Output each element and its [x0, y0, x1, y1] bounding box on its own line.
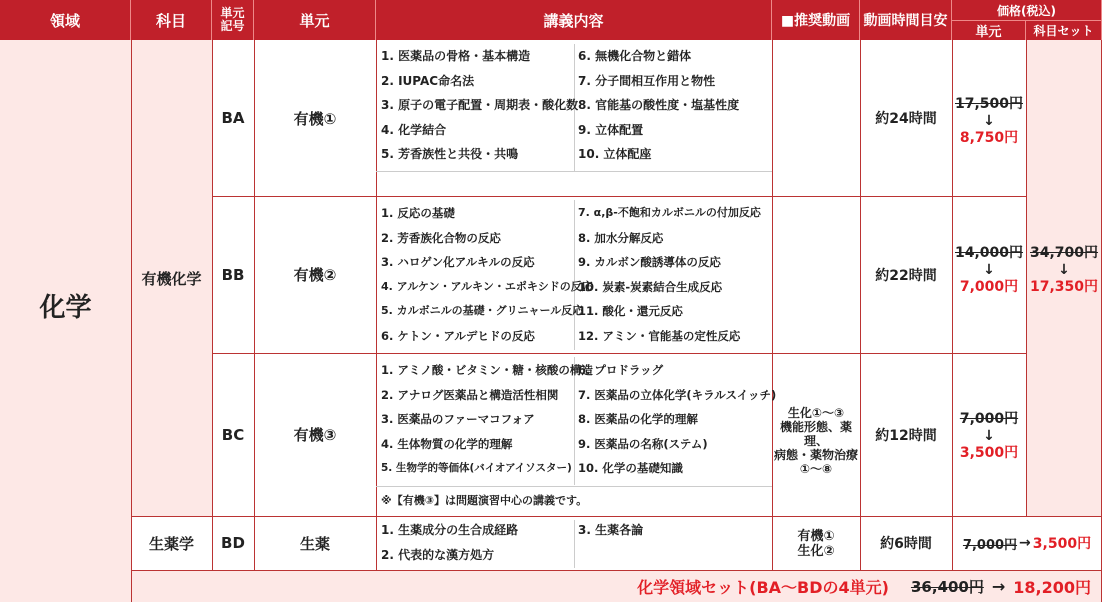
original-price: 14,000円 [954, 245, 1024, 261]
lecture-item: 11. 酸化・還元反応 [578, 304, 683, 319]
header-time: 動画時間目安 [860, 0, 952, 40]
lecture-item: 8. 加水分解反応 [578, 230, 664, 245]
rec-item: 生化② [797, 544, 835, 559]
lecture-list-left [381, 44, 578, 167]
video-time: 約22時間 [875, 267, 937, 284]
divider [574, 520, 575, 568]
arrow-down-icon: ↓ [983, 428, 995, 444]
lecture-item: 8. 官能基の酸性度・塩基性度 [578, 98, 740, 113]
lecture-list-left [381, 201, 593, 349]
footer-sale-price: 18,200円 [1013, 577, 1091, 597]
lecture-item: 2. アナログ医薬品と構造活性相関 [381, 387, 559, 402]
lecture-list-right [578, 518, 643, 543]
lecture-item: 10. 立体配座 [578, 147, 652, 162]
sale-price: 3,500円 [1032, 536, 1092, 552]
lecture-item: 3. 原子の電子配置・周期表・酸化数 [381, 98, 579, 113]
header-area: 領域 [0, 0, 131, 40]
header-subject: 科目 [131, 0, 212, 40]
lecture-item: 4. アルケン・アルキン・エポキシドの反応 [381, 279, 593, 293]
rec-item: 生化①～③ [787, 406, 845, 420]
lecture-list-right [578, 358, 776, 481]
lecture-item: 4. 化学結合 [381, 122, 447, 137]
sale-price: 3,500円 [959, 445, 1019, 461]
lecture-item: 2. 代表的な漢方処方 [381, 547, 495, 562]
lecture-item: 6. ケトン・アルデヒドの反応 [381, 328, 535, 343]
unit-code: BB [221, 265, 245, 284]
lecture-item: 2. 芳香族化合物の反応 [381, 230, 501, 245]
subject-pharmacognosy: 生薬学 [148, 534, 194, 553]
lecture-list-left [381, 518, 518, 567]
sale-price: 8,750円 [959, 130, 1019, 146]
unit-code: BA [221, 109, 245, 127]
recommended-videos [772, 529, 860, 559]
video-time: 約24時間 [875, 111, 937, 127]
unit-name: 有機③ [293, 426, 337, 444]
header-content: 講義内容 [376, 0, 772, 40]
lecture-item: 7. 医薬品の立体化学(キラルスイッチ) [578, 387, 777, 402]
footer-label: 化学領域セット(BA～BDの4単元) [637, 577, 889, 597]
footer-original-price: 36,400円 [910, 577, 984, 596]
lecture-item: 12. アミン・官能基の定性反応 [578, 328, 741, 343]
subject-organic: 有機化学 [141, 269, 202, 288]
rec-item: ①～⑧ [799, 462, 833, 476]
arrow-right-icon: → [991, 576, 1006, 596]
header-price-set: 科目セット [1026, 21, 1102, 40]
arrow-right-icon: → [1019, 535, 1031, 551]
lecture-item: 5. 生物学的等価体(バイオアイソスター) [381, 462, 572, 475]
lecture-item: 9. カルボン酸誘導体の反応 [578, 255, 721, 270]
unit-name: 生薬 [299, 534, 330, 553]
unit-name: 有機① [293, 109, 337, 128]
lecture-item: 9. 医薬品の名称(ステム) [578, 436, 708, 451]
bd-price [952, 516, 1102, 570]
rec-item: 病態・薬物治療 [773, 448, 858, 462]
original-price: 7,000円 [962, 537, 1018, 553]
lecture-list-right [578, 201, 761, 349]
lecture-item: 3. 医薬品のファーマコフォア [381, 412, 535, 427]
footer-set [131, 570, 1091, 602]
unit-price [952, 96, 1026, 147]
arrow-down-icon: ↓ [983, 262, 995, 278]
unit-price [952, 245, 1026, 296]
lecture-item: 6. 無機化合物と錯体 [578, 49, 692, 63]
unit-code: BC [221, 425, 245, 444]
lecture-item: 3. 生薬各論 [578, 523, 644, 537]
rec-item: 機能形態、薬理、 [779, 420, 852, 448]
lecture-item: 10. 化学の基礎知識 [578, 461, 683, 476]
recommended-videos [772, 406, 860, 476]
lecture-item: 4. 生体物質の化学的理解 [381, 436, 513, 451]
lecture-item: 1. 反応の基礎 [381, 206, 455, 220]
divider [376, 486, 772, 487]
header-price-unit: 単元 [952, 21, 1026, 40]
lecture-item: 2. IUPAC命名法 [381, 73, 475, 88]
arrow-down-icon: ↓ [1058, 262, 1070, 278]
lecture-item: 3. ハロゲン化アルキルの反応 [381, 255, 535, 270]
original-price: 17,500円 [954, 96, 1024, 112]
set-sale-price: 17,350円 [1029, 279, 1099, 295]
lecture-item: 8. 医薬品の化学的理解 [578, 412, 698, 427]
header-code: 単元 記号 [212, 0, 254, 40]
original-price: 7,000円 [959, 411, 1019, 427]
video-time: 約12時間 [875, 427, 937, 444]
area-label: 化学 [39, 292, 92, 323]
header-price: 価格(税込) [952, 0, 1102, 21]
lecture-item: 1. アミノ酸・ビタミン・糖・核酸の構造 [381, 363, 593, 377]
lecture-item: 7. 分子間相互作用と物性 [578, 73, 716, 88]
header-unit: 単元 [254, 0, 376, 40]
lecture-item: 6. プロドラッグ [578, 363, 664, 377]
lecture-item: 5. カルボニルの基礎・グリニャール反応 [381, 304, 584, 318]
lecture-item: 1. 生薬成分の生合成経路 [381, 523, 519, 537]
lecture-item: 9. 立体配置 [578, 122, 644, 137]
divider [772, 40, 773, 570]
lecture-list-right [578, 44, 739, 167]
arrow-down-icon: ↓ [983, 113, 995, 129]
lecture-note: ※【有機③】は問題演習中心の講義です。 [381, 494, 588, 507]
header-video: ■推奨動画 [772, 0, 860, 40]
divider [376, 40, 377, 570]
set-original-price: 34,700円 [1029, 245, 1099, 261]
rec-item: 有機① [797, 529, 835, 544]
set-price [1026, 245, 1102, 296]
lecture-list-left [381, 358, 593, 481]
lecture-item: 10. 炭素-炭素結合生成反応 [578, 279, 723, 294]
divider [376, 171, 772, 172]
unit-name: 有機② [293, 266, 337, 284]
lecture-item: 1. 医薬品の骨格・基本構造 [381, 49, 531, 63]
unit-code: BD [221, 534, 245, 552]
video-time: 約6時間 [880, 536, 932, 552]
sale-price: 7,000円 [959, 279, 1019, 295]
lecture-item: 5. 芳香族性と共役・共鳴 [381, 147, 519, 162]
unit-price [952, 411, 1026, 462]
lecture-item: 7. α,β-不飽和カルボニルの付加反応 [578, 206, 761, 219]
